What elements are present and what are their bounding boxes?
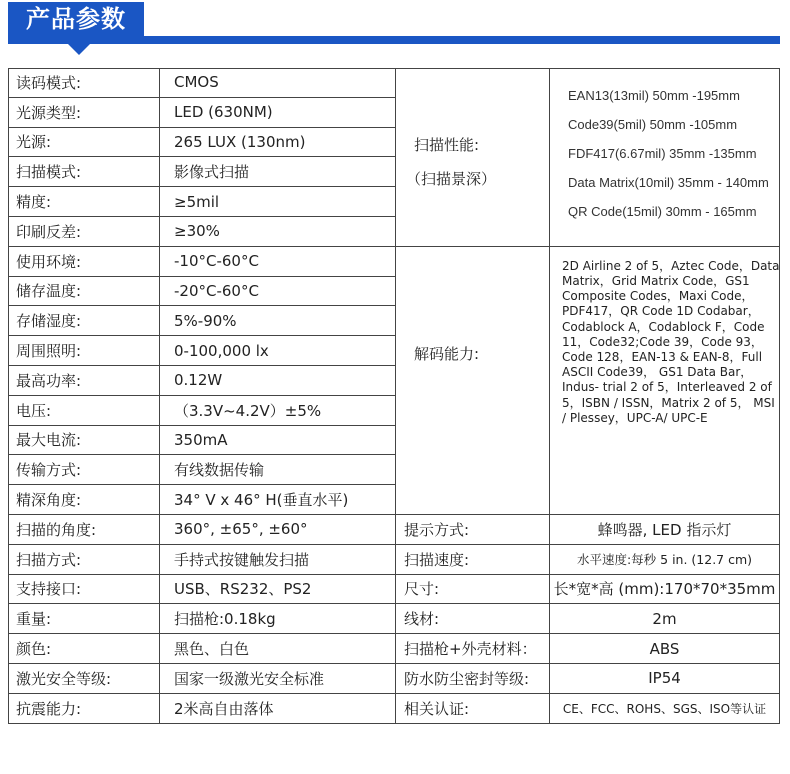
spec-value: 34° V x 46° H(垂直水平) bbox=[160, 485, 396, 515]
spec-value-2: ABS bbox=[550, 634, 780, 664]
decode-label: 解码能力: bbox=[414, 344, 480, 363]
spec-value: 黑色、白色 bbox=[160, 634, 396, 664]
spec-label-2: 相关认证: bbox=[396, 694, 550, 724]
header-notch bbox=[68, 44, 90, 55]
scan-depth-item: QR Code(15mil) 30mm - 165mm bbox=[568, 204, 757, 219]
scan-depth-list bbox=[550, 68, 780, 247]
scan-depth-sublabel: （扫描景深） bbox=[406, 170, 497, 188]
spec-label: 颜色: bbox=[8, 634, 160, 664]
spec-value-2: IP54 bbox=[550, 664, 780, 694]
spec-label-2: 尺寸: bbox=[396, 575, 550, 605]
spec-label-2: 防水防尘密封等级: bbox=[396, 664, 550, 694]
spec-value-2: 长*宽*高 (mm):170*70*35mm bbox=[550, 575, 780, 605]
spec-value: USB、RS232、PS2 bbox=[160, 575, 396, 605]
spec-value: ≥5mil bbox=[160, 187, 396, 217]
header-bar bbox=[8, 36, 780, 44]
spec-value: 350mA bbox=[160, 426, 396, 456]
spec-value: CMOS bbox=[160, 68, 396, 98]
spec-value: 360°, ±65°, ±60° bbox=[160, 515, 396, 545]
spec-value: -10°C-60°C bbox=[160, 247, 396, 277]
decode-symbologies-text: 2D Airline 2 of 5，Aztec Code，Data Matrix，Grid Matrix Code，GS1 Composite Codes，Maxi Code，PDF417，QR Code 1D Codabar，Codablock A，Codablock F，Code 11，Code32;Code 39，Code 93，Code 128，EAN-13 & EAN-8，Full ASCII Code39， GS1 Data Bar，Indus- trial 2 of 5，Interleaved 2 of 5，ISBN / ISSN，Matrix 2 of 5， MSI / Plessey，UPC-A/ UPC-E bbox=[562, 258, 780, 425]
page-title: 产品参数 bbox=[26, 5, 126, 33]
spec-label: 支持接口: bbox=[8, 575, 160, 605]
spec-label: 储存温度: bbox=[8, 277, 160, 307]
spec-value: 5%-90% bbox=[160, 306, 396, 336]
spec-label: 光源类型: bbox=[8, 98, 160, 128]
spec-label: 抗震能力: bbox=[8, 694, 160, 724]
spec-label: 扫描模式: bbox=[8, 157, 160, 187]
spec-value: （3.3V~4.2V）±5% bbox=[160, 396, 396, 426]
decode-symbologies-cell bbox=[550, 247, 780, 515]
decode-label-cell bbox=[396, 247, 550, 515]
scan-depth-item: Data Matrix(10mil) 35mm - 140mm bbox=[568, 175, 769, 190]
spec-value: ≥30% bbox=[160, 217, 396, 247]
spec-value: 扫描枪:0.18kg bbox=[160, 604, 396, 634]
scan-depth-item: Code39(5mil) 50mm -105mm bbox=[568, 117, 738, 132]
spec-value: 有线数据传输 bbox=[160, 455, 396, 485]
spec-label: 最高功率: bbox=[8, 366, 160, 396]
spec-label: 精深角度: bbox=[8, 485, 160, 515]
scan-performance-label-cell bbox=[396, 68, 550, 247]
spec-label: 电压: bbox=[8, 396, 160, 426]
spec-label: 周围照明: bbox=[8, 336, 160, 366]
spec-label: 光源: bbox=[8, 128, 160, 158]
spec-label: 最大电流: bbox=[8, 426, 160, 456]
spec-value: 0-100,000 lx bbox=[160, 336, 396, 366]
spec-label: 读码模式: bbox=[8, 68, 160, 98]
spec-label-2: 提示方式: bbox=[396, 515, 550, 545]
spec-value: 265 LUX (130nm) bbox=[160, 128, 396, 158]
spec-value-2: CE、FCC、ROHS、SGS、ISO等认证 bbox=[550, 694, 780, 724]
scan-depth-item: EAN13(13mil) 50mm -195mm bbox=[568, 88, 740, 103]
spec-value-2: 水平速度:每秒 5 in. (12.7 cm) bbox=[550, 545, 780, 575]
spec-label: 扫描的角度: bbox=[8, 515, 160, 545]
spec-value: -20°C-60°C bbox=[160, 277, 396, 307]
spec-label: 存储湿度: bbox=[8, 306, 160, 336]
spec-label: 精度: bbox=[8, 187, 160, 217]
spec-label: 扫描方式: bbox=[8, 545, 160, 575]
spec-value: 0.12W bbox=[160, 366, 396, 396]
spec-value: 2米高自由落体 bbox=[160, 694, 396, 724]
spec-label: 传输方式: bbox=[8, 455, 160, 485]
scan-performance-label: 扫描性能: bbox=[414, 136, 480, 154]
spec-label: 印刷反差: bbox=[8, 217, 160, 247]
spec-value: 手持式按键触发扫描 bbox=[160, 545, 396, 575]
spec-label: 重量: bbox=[8, 604, 160, 634]
spec-value: LED (630NM) bbox=[160, 98, 396, 128]
section-header bbox=[0, 0, 790, 60]
spec-value-2: 蜂鸣器, LED 指示灯 bbox=[550, 515, 780, 545]
spec-value: 国家一级激光安全标准 bbox=[160, 664, 396, 694]
spec-label-2: 扫描枪+外壳材料： bbox=[396, 634, 550, 664]
spec-value-2: 2m bbox=[550, 604, 780, 634]
spec-label: 使用环境: bbox=[8, 247, 160, 277]
spec-label-2: 扫描速度: bbox=[396, 545, 550, 575]
spec-label: 激光安全等级: bbox=[8, 664, 160, 694]
spec-label-2: 线材: bbox=[396, 604, 550, 634]
spec-value: 影像式扫描 bbox=[160, 157, 396, 187]
scan-depth-item: FDF417(6.67mil) 35mm -135mm bbox=[568, 146, 757, 161]
